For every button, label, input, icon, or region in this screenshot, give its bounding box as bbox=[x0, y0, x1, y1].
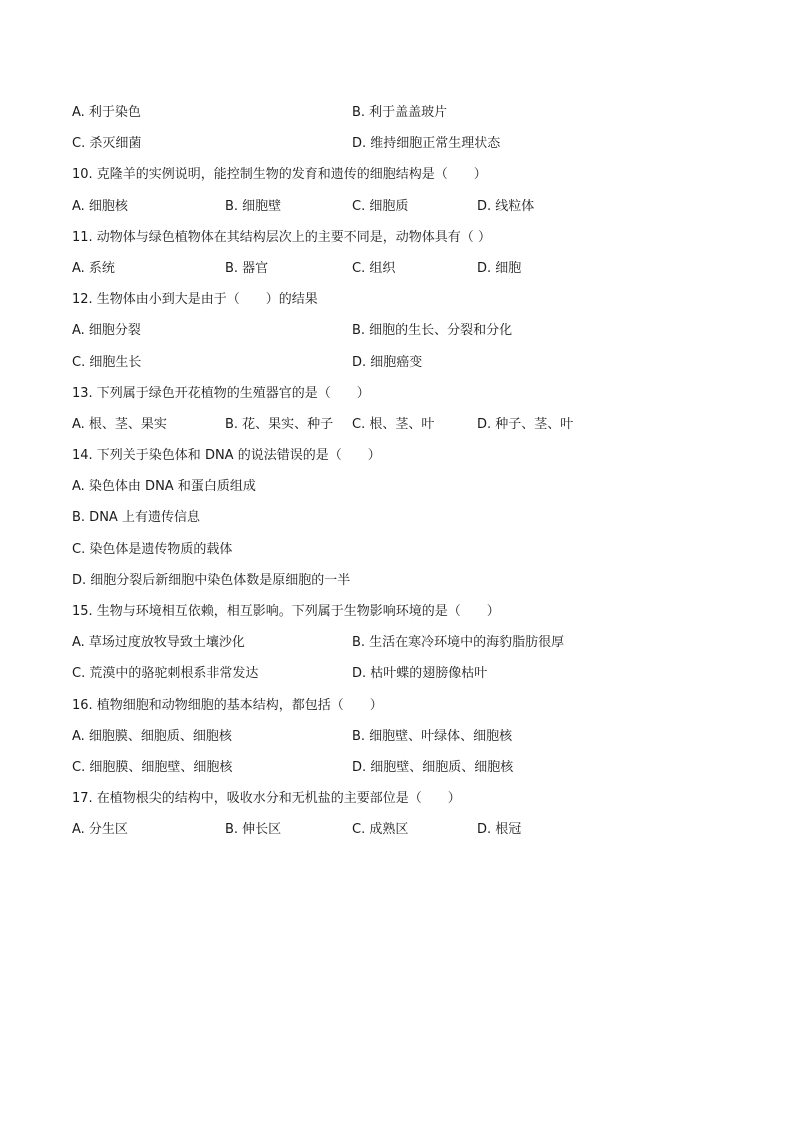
question-10-option-c: C. 细胞质 bbox=[352, 198, 409, 214]
question-12-options-row-2 bbox=[72, 351, 732, 382]
question-12-stem: 12. 生物体由小到大是由于（ ）的结果 bbox=[72, 292, 318, 308]
question-15-options-row-2 bbox=[72, 662, 732, 693]
question-14-option-b-row bbox=[72, 506, 732, 537]
question-12-option-a: A. 细胞分裂 bbox=[72, 323, 141, 339]
question-14-stem: 14. 下列关于染色体和 DNA 的说法错误的是（ ） bbox=[72, 448, 381, 464]
question-11-stem-row bbox=[72, 226, 732, 257]
question-12-option-d: D. 细胞癌变 bbox=[352, 354, 423, 370]
question-11-option-d: D. 细胞 bbox=[477, 260, 522, 276]
question-11-option-c: C. 组织 bbox=[352, 260, 396, 276]
exam-page bbox=[72, 101, 732, 850]
question-17-stem: 17. 在植物根尖的结构中，吸收水分和无机盐的主要部位是（ ） bbox=[72, 791, 461, 807]
question-12-option-c: C. 细胞生长 bbox=[72, 354, 142, 370]
question-13-option-d: D. 种子、茎、叶 bbox=[477, 416, 574, 432]
question-13-option-a: A. 根、茎、果实 bbox=[72, 416, 167, 432]
question-17-option-c: C. 成熟区 bbox=[352, 822, 409, 838]
question-9-option-a: A. 利于染色 bbox=[72, 105, 141, 120]
question-14-option-c-row bbox=[72, 538, 732, 569]
question-16-stem-row bbox=[72, 694, 732, 725]
question-13-stem: 13. 下列属于绿色开花植物的生殖器官的是（ ） bbox=[72, 385, 370, 401]
question-10-stem: 10. 克隆羊的实例说明，能控制生物的发育和遗传的细胞结构是（ ） bbox=[72, 167, 487, 183]
question-15-option-a: A. 草场过度放牧导致土壤沙化 bbox=[72, 635, 245, 651]
question-12-stem-row bbox=[72, 288, 732, 319]
question-16-stem: 16. 植物细胞和动物细胞的基本结构，都包括（ ） bbox=[72, 697, 383, 713]
question-9-option-b: B. 利于盖盖玻片 bbox=[352, 105, 448, 120]
question-15-option-d: D. 枯叶蝶的翅膀像枯叶 bbox=[352, 666, 488, 682]
question-9-option-d: D. 维持细胞正常生理状态 bbox=[352, 136, 501, 152]
question-17-option-a: A. 分生区 bbox=[72, 822, 128, 838]
question-13-option-b: B. 花、果实、种子 bbox=[225, 416, 334, 432]
question-14-option-a: A. 染色体由 DNA 和蛋白质组成 bbox=[72, 479, 256, 495]
question-16-options-row-2 bbox=[72, 756, 732, 787]
question-10-option-b: B. 细胞壁 bbox=[225, 198, 282, 214]
question-14-stem-row bbox=[72, 444, 732, 475]
question-10-options-row bbox=[72, 195, 732, 226]
question-9-options-row-1 bbox=[72, 101, 732, 132]
question-14-option-d: D. 细胞分裂后新细胞中染色体数是原细胞的一半 bbox=[72, 572, 351, 588]
question-15-stem: 15. 生物与环境相互依赖，相互影响。下列属于生物影响环境的是（ ） bbox=[72, 604, 500, 619]
question-13-stem-row bbox=[72, 382, 732, 413]
question-15-stem-row bbox=[72, 600, 732, 631]
question-9-option-c: C. 杀灭细菌 bbox=[72, 136, 142, 152]
question-16-option-c: C. 细胞膜、细胞壁、细胞核 bbox=[72, 759, 233, 775]
question-16-option-b: B. 细胞壁、叶绿体、细胞核 bbox=[352, 728, 513, 744]
question-14-option-c: C. 染色体是遗传物质的载体 bbox=[72, 541, 233, 557]
question-15-option-c: C. 荒漠中的骆驼刺根系非常发达 bbox=[72, 666, 259, 682]
question-10-option-d: D. 线粒体 bbox=[477, 198, 535, 214]
question-14-option-a-row bbox=[72, 475, 732, 506]
question-17-option-b: B. 伸长区 bbox=[225, 822, 282, 838]
question-14-option-b: B. DNA 上有遗传信息 bbox=[72, 510, 200, 526]
question-14-option-d-row bbox=[72, 569, 732, 600]
question-16-option-a: A. 细胞膜、细胞质、细胞核 bbox=[72, 728, 232, 744]
question-16-option-d: D. 细胞壁、细胞质、细胞核 bbox=[352, 759, 514, 775]
question-11-option-a: A. 系统 bbox=[72, 260, 115, 276]
question-11-options-row bbox=[72, 257, 732, 288]
question-16-options-row-1 bbox=[72, 725, 732, 756]
question-12-options-row-1 bbox=[72, 319, 732, 350]
question-11-option-b: B. 器官 bbox=[225, 260, 269, 276]
question-15-option-b: B. 生活在寒冷环境中的海豹脂肪很厚 bbox=[352, 635, 565, 651]
question-12-option-b: B. 细胞的生长、分裂和分化 bbox=[352, 323, 513, 339]
question-17-stem-row bbox=[72, 787, 732, 818]
question-17-option-d: D. 根冠 bbox=[477, 822, 522, 838]
question-17-options-row bbox=[72, 818, 732, 849]
question-10-stem-row bbox=[72, 163, 732, 194]
question-13-options-row bbox=[72, 413, 732, 444]
question-13-option-c: C. 根、茎、叶 bbox=[352, 416, 435, 432]
question-10-option-a: A. 细胞核 bbox=[72, 198, 128, 214]
question-15-options-row-1 bbox=[72, 631, 732, 662]
question-9-options-row-2 bbox=[72, 132, 732, 163]
question-11-stem: 11. 动物体与绿色植物体在其结构层次上的主要不同是，动物体具有（ ） bbox=[72, 229, 491, 245]
